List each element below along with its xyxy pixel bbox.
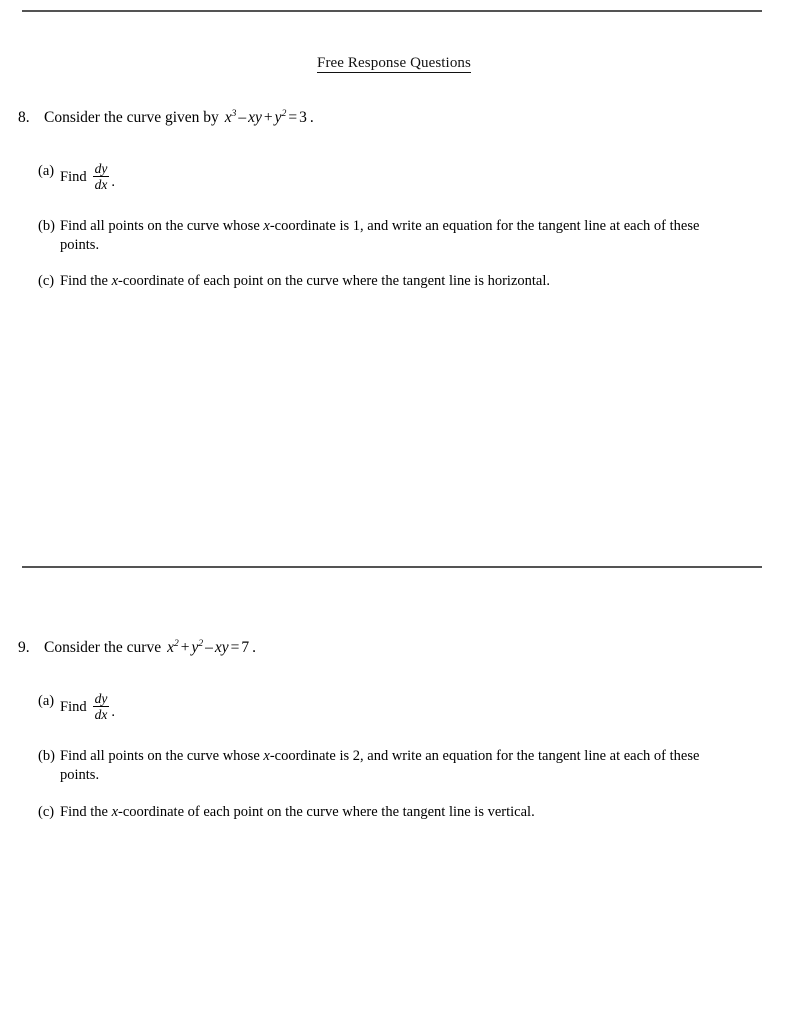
question-8-part-c-text-after: -coordinate of each point on the curve where the tangent line is horizontal. [118,273,551,289]
question-9-part-a [38,692,728,723]
question-8-part-c-body [60,272,728,291]
question-8-part-a-lead: Find [60,168,87,185]
question-9-part-b-text-before: Find all points on the curve whose [60,748,264,764]
question-8-part-c-text-before: Find the [60,273,112,289]
question-8-part-b [38,217,728,255]
question-9-number: 9. [18,639,30,656]
question-8-part-a-trailing: . [111,173,115,190]
top-horizontal-rule [22,10,762,12]
question-8-part-a-label: (a) [38,163,55,179]
question-9-part-c [38,803,728,822]
question-8-part-c [38,272,728,291]
question-9-part-c-text-before: Find the [60,804,112,820]
question-9-part-b-body [60,747,728,785]
page-title [0,55,788,72]
question-8-part-c-label: (c) [38,273,55,289]
question-8-dydx-denominator: dx [94,177,108,192]
section-divider-rule [22,566,762,568]
question-9-stem-text: Consider the curve [44,639,162,656]
question-8-part-b-text-before: Find all points on the curve whose [60,218,264,234]
question-9-part-b-var: x [263,748,270,764]
question-9-part-c-label: (c) [38,804,55,820]
question-9-part-a-lead: Find [60,698,87,715]
question-8-stem-text: Consider the curve given by [44,109,219,126]
question-9-stem [18,638,758,658]
question-8-dydx-numerator: dy [94,161,108,176]
question-8-number: 8. [18,109,30,126]
question-9-dydx-numerator: dy [94,691,108,706]
question-8-dydx-fraction [93,161,110,192]
question-9-dydx-denominator: dx [94,707,108,722]
question-9-part-c-body [60,803,728,822]
question-9-part-b [38,747,728,785]
question-8-part-b-body [60,217,728,255]
question-8-part-a [38,162,728,193]
question-9-part-a-trailing: . [111,703,115,720]
question-8-part-b-text-after: -coordinate is 1, and write an equation for the tangent line at each of these points. [60,218,700,253]
question-8-part-c-var: x [111,273,118,289]
question-9-part-c-text-after: -coordinate of each point on the curve where the tangent line is vertical. [118,804,535,820]
question-8-stem [18,108,758,128]
question-8-part-a-body [60,162,728,193]
question-9-part-a-label: (a) [38,693,55,709]
page-title-text: Free Response Questions [317,55,471,71]
question-9-part-a-body [60,692,728,723]
question-9-part-b-label: (b) [38,748,55,764]
question-9-dydx-fraction [93,691,110,722]
question-9-part-b-text-after: -coordinate is 2, and write an equation for the tangent line at each of these points. [60,748,700,783]
question-9-part-c-var: x [111,804,118,820]
question-9-equation: $x^2 + y^2$ – xy = 7 . [167,638,256,656]
question-8-part-b-var: x [263,218,270,234]
question-8-equation: $x^3$ – xy + $y^2 = 3$ . [224,108,314,126]
question-8-part-b-label: (b) [38,218,55,234]
